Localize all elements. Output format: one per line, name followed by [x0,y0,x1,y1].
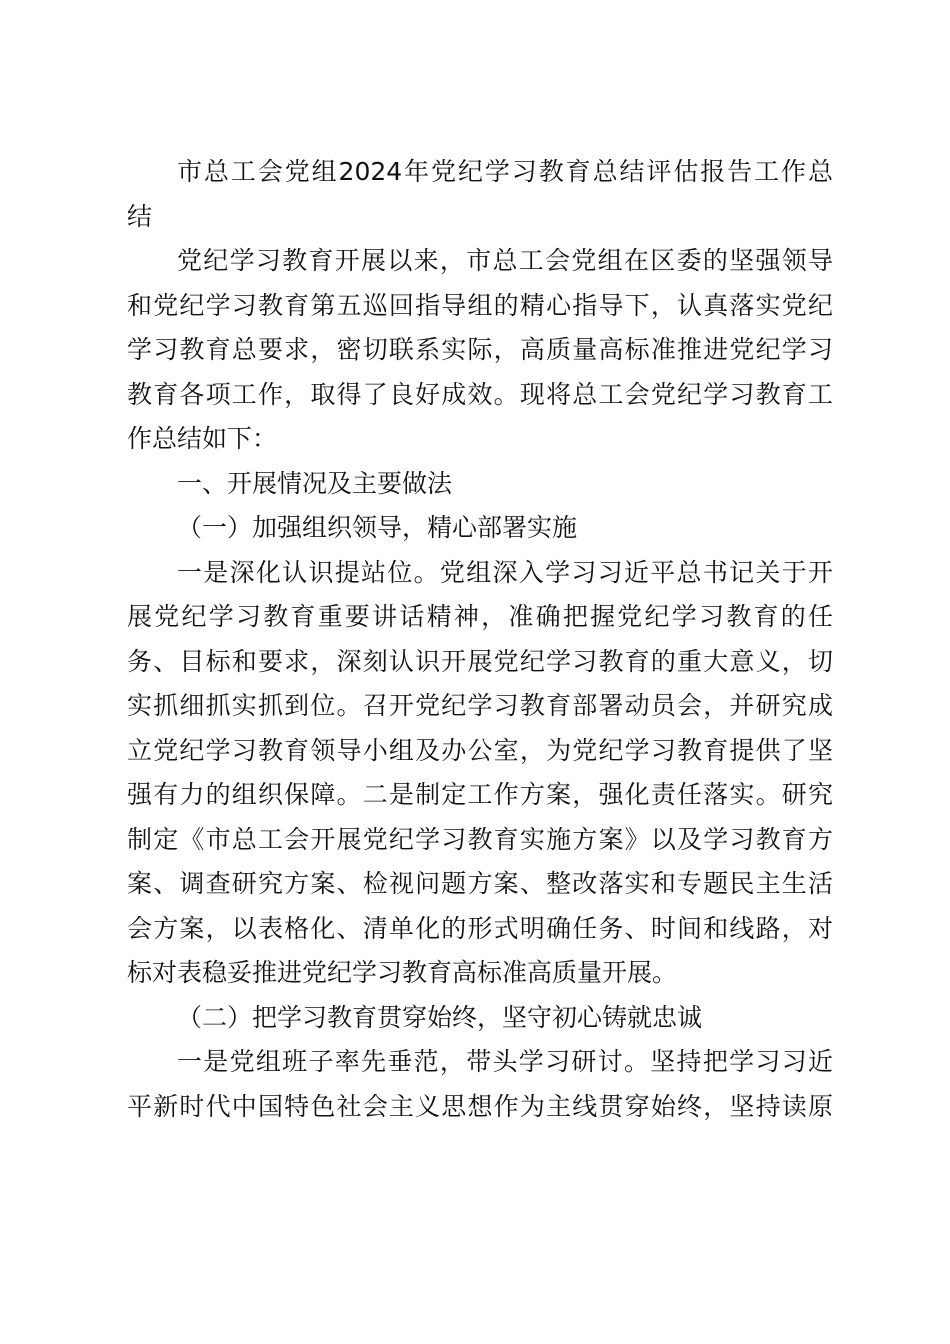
text-line: 和党纪学习教育第五巡回指导组的精心指导下，认真落实党纪 [127,290,833,320]
title-line: 结 [127,201,153,231]
text-line: 实抓细抓实抓到位。召开党纪学习教育部署动员会，并研究成 [127,691,833,720]
text-line: 作总结如下： [127,424,278,453]
subsection-1-paragraph [127,551,833,996]
text-line: 学习教育总要求，密切联系实际，高质量高标准推进党纪学习 [127,335,833,364]
text-line: 会方案，以表格化、清单化的形式明确任务、时间和线路，对 [127,913,833,943]
subsection-heading-1 [127,506,833,551]
section-heading [127,462,833,507]
subsection-heading-text: （二）把学习教育贯穿始终，坚守初心铸就忠诚 [177,1002,703,1032]
text-line: 标对表稳妥推进党纪学习教育高标准高质量开展。 [127,958,678,987]
text-line: 一是深化认识提站位。党组深入学习习近平总书记关于开 [177,557,833,587]
text-line: 案、调查研究方案、检视问题方案、整改落实和专题民主生活 [127,869,833,898]
text-line: 制定《市总工会开展党纪学习教育实施方案》以及学习教育方 [127,824,833,854]
document-title [127,150,833,239]
subsection-2-paragraph [127,1040,833,1129]
document-page [127,150,833,1129]
section-heading-text: 一、开展情况及主要做法 [177,468,453,498]
text-line: 务、目标和要求，深刻认识开展党纪学习教育的重大意义，切 [127,646,833,676]
intro-paragraph [127,239,833,462]
subsection-heading-2 [127,996,833,1041]
title-line: 市总工会党组2024年党纪学习教育总结评估报告工作总 [177,157,833,186]
text-line: 一是党组班子率先垂范，带头学习研讨。坚持把学习习近 [177,1047,833,1076]
subsection-heading-text: （一）加强组织领导，精心部署实施 [177,513,578,542]
text-line: 展党纪学习教育重要讲话精神，准确把握党纪学习教育的任 [127,602,833,631]
text-line: 党纪学习教育开展以来，市总工会党组在区委的坚强领导 [177,246,833,275]
text-line: 教育各项工作，取得了良好成效。现将总工会党纪学习教育工 [127,379,833,409]
text-line: 强有力的组织保障。二是制定工作方案，强化责任落实。研究 [127,780,833,809]
text-line: 立党纪学习教育领导小组及办公室，为党纪学习教育提供了坚 [127,735,833,765]
text-line: 平新时代中国特色社会主义思想作为主线贯穿始终，坚持读原 [127,1091,833,1121]
